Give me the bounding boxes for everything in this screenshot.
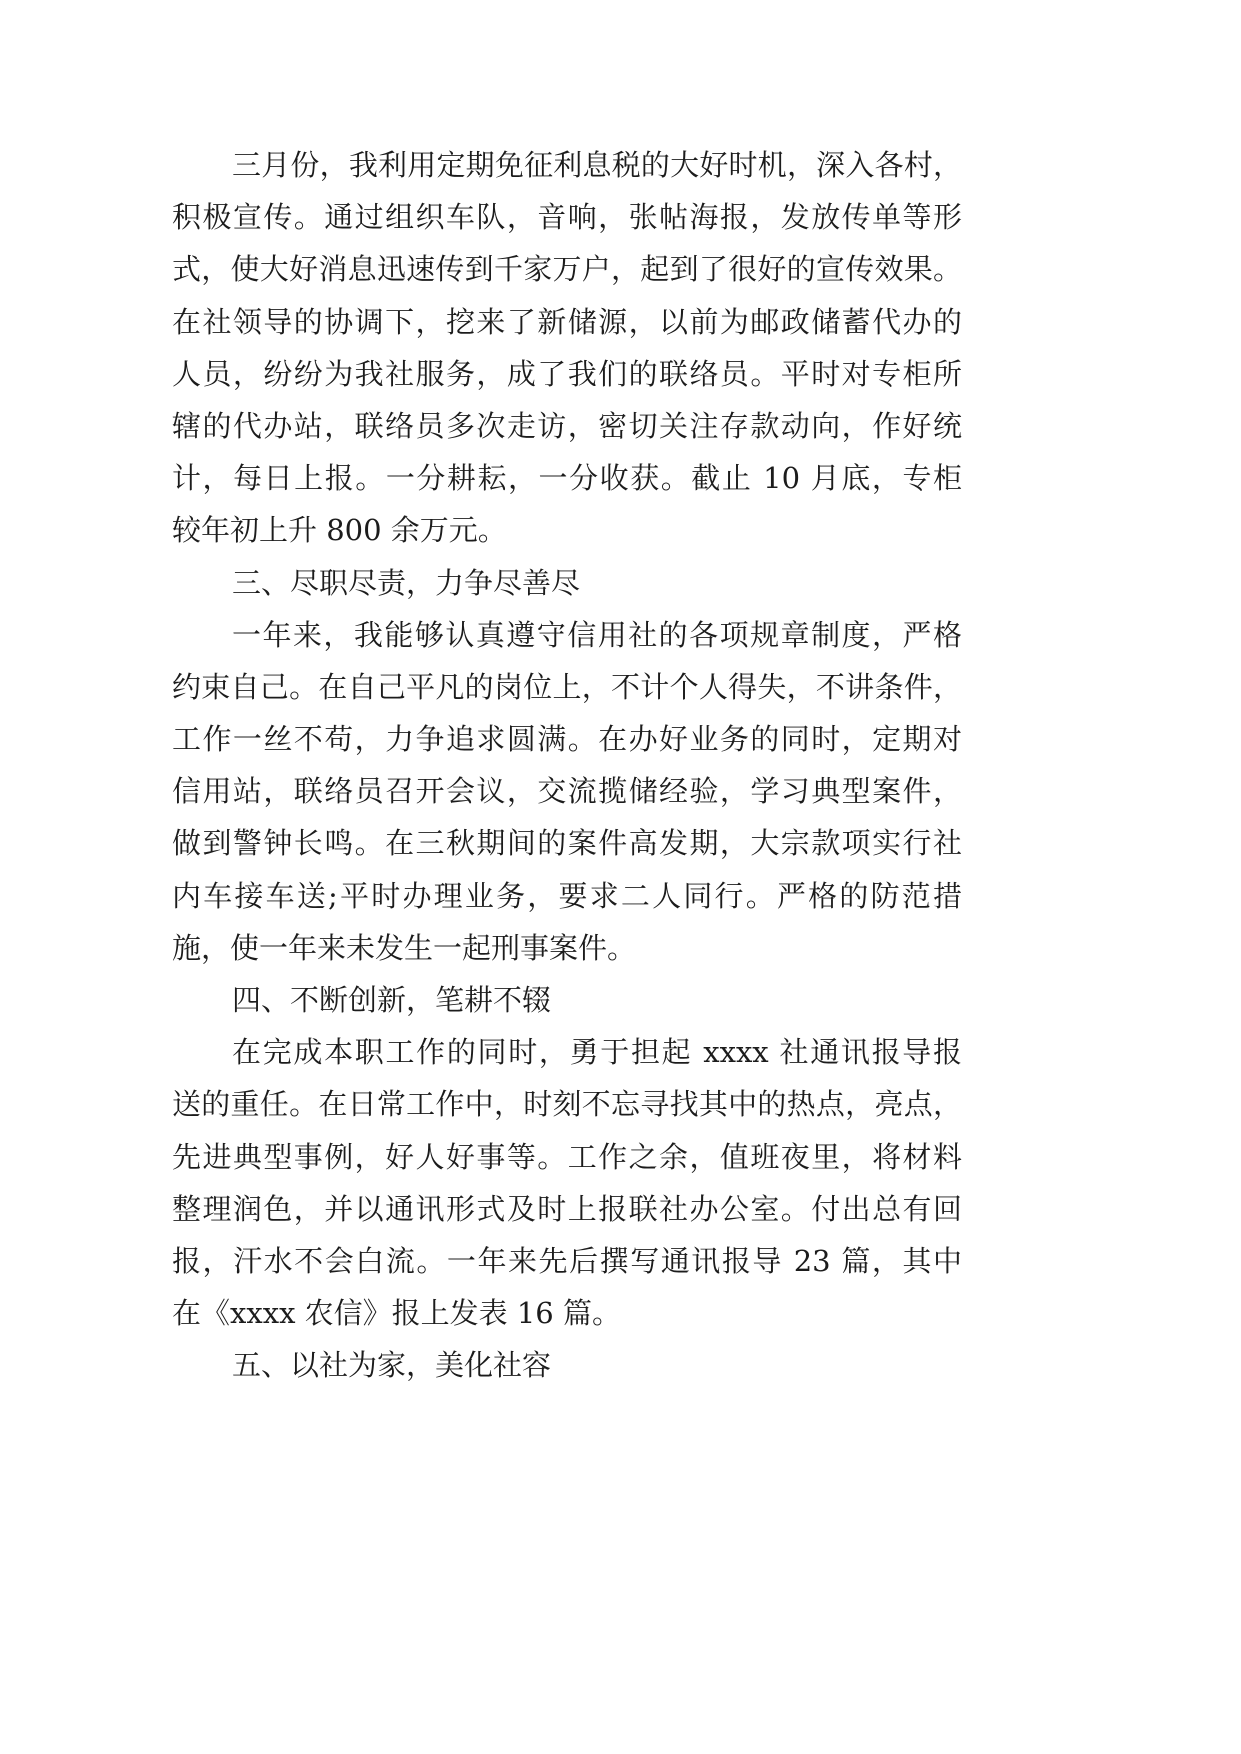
- document-body: [172, 139, 962, 1392]
- paragraph-line: 式，使大好消息迅速传到千家万户，起到了很好的宣传效果。: [172, 252, 962, 287]
- section-heading-4: 四、不断创新，笔耕不辍: [232, 983, 552, 1017]
- paragraph-line: 送的重任。在日常工作中，时刻不忘寻找其中的热点，亮点，: [172, 1087, 962, 1122]
- paragraph-line: 在完成本职工作的同时，勇于担起 xxxx 社通讯报导报: [232, 1035, 962, 1070]
- paragraph-line: 先进典型事例，好人好事等。工作之余，值班夜里，将材料: [172, 1139, 962, 1174]
- paragraph-line: 内车接车送;平时办理业务，要求二人同行。严格的防范措: [172, 878, 962, 913]
- paragraph-line: 积极宣传。通过组织车队，音响，张帖海报，发放传单等形: [172, 200, 962, 235]
- paragraph-line: 一年来，我能够认真遵守信用社的各项规章制度，严格: [232, 617, 962, 652]
- paragraph-publicity: [172, 139, 962, 557]
- paragraph-line: 整理润色，并以通讯形式及时上报联社办公室。付出总有回: [172, 1191, 962, 1226]
- paragraph-line: 信用站，联络员召开会议，交流揽储经验，学习典型案件，: [172, 774, 962, 809]
- section-heading-3: 三、尽职尽责，力争尽善尽: [232, 565, 581, 600]
- paragraph-line: 做到警钟长鸣。在三秋期间的案件高发期，大宗款项实行社: [172, 826, 962, 861]
- paragraph-line: 报，汗水不会白流。一年来先后撰写通讯报导 23 篇，其中: [172, 1243, 962, 1278]
- paragraph-line: 三月份，我利用定期免征利息税的大好时机，深入各村，: [232, 148, 962, 182]
- paragraph-line: 在社领导的协调下，挖来了新储源，以前为邮政储蓄代办的: [172, 304, 962, 339]
- paragraph-line: 辖的代办站，联络员多次走访，密切关注存款动向，作好统: [172, 408, 962, 443]
- section-heading-5: 五、以社为家，美化社容: [232, 1348, 552, 1383]
- paragraph-line: 计，每日上报。一分耕耘，一分收获。截止 10 月底，专柜: [172, 461, 962, 496]
- paragraph-reporting: [172, 1026, 962, 1339]
- paragraph-line: 人员，纷纷为我社服务，成了我们的联络员。平时对专柜所: [172, 356, 962, 391]
- paragraph-line: 约束自己。在自己平凡的岗位上，不计个人得失，不讲条件，: [172, 669, 962, 704]
- paragraph-line: 在《xxxx 农信》报上发表 16 篇。: [172, 1296, 621, 1331]
- paragraph-line: 施，使一年来未发生一起刑事案件。: [172, 930, 637, 965]
- paragraph-duty: [172, 609, 962, 974]
- paragraph-line: 工作一丝不苟，力争追求圆满。在办好业务的同时，定期对: [172, 722, 962, 757]
- paragraph-line: 较年初上升 800 余万元。: [172, 513, 507, 548]
